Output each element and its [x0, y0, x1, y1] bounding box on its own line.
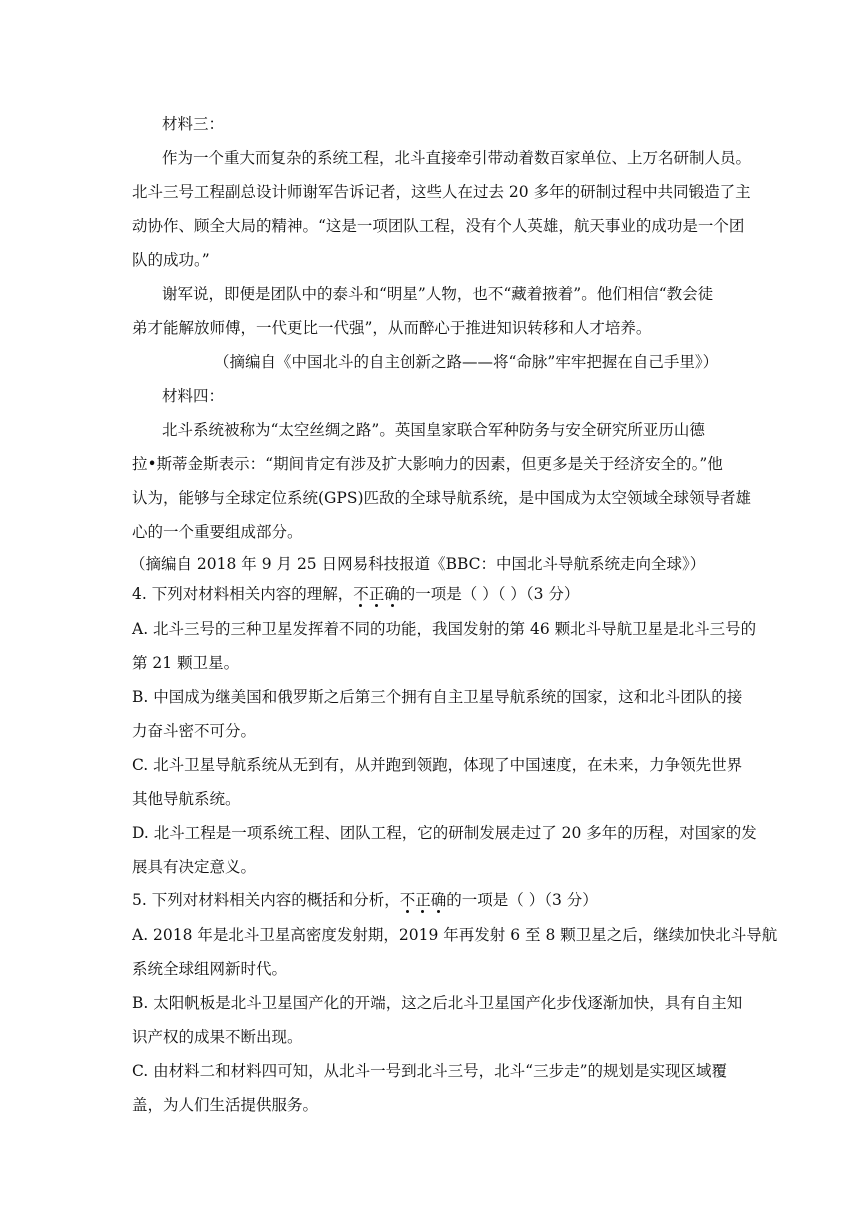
q4-option-b-line2: 力奋斗密不可分。: [132, 722, 257, 740]
q5-option-a-line1: A. 2018 年是北斗卫星高密度发射期，2019 年再发射 6 至 8 颗卫星之后，继续加快北斗导航: [132, 926, 778, 944]
q5-option-c-line1: C. 由材料二和材料四可知，从北斗一号到北斗三号，北斗“三步走”的规划是实现区域覆: [132, 1062, 728, 1080]
material3-source: （摘编自《中国北斗的自主创新之路——将“命脉”牢牢把握在自己手里》）: [214, 353, 719, 371]
material3-p2-line1: 谢军说，即便是团队中的泰斗和“明星”人物，也不“藏着掖着”。他们相信“教会徒: [162, 285, 714, 303]
q5-stem: 5. 下列对材料相关内容的概括和分析，不正确的一项是（ ）（3 分）: [132, 891, 598, 909]
material3-p2-line2: 弟才能解放师傅，一代更比一代强”，从而醉心于推进知识转移和人才培养。: [132, 319, 652, 337]
material4-source: （摘编自 2018 年 9 月 25 日网易科技报道《BBC：中国北斗导航系统走向全球》）: [130, 555, 706, 573]
material3-p1-line4: 队的成功。”: [132, 251, 210, 269]
q4-option-d-line2: 展具有决定意义。: [132, 858, 257, 876]
material4-heading: 材料四：: [162, 387, 225, 405]
q4-option-d-line1: D. 北斗工程是一项系统工程、团队工程，它的研制发展走过了 20 多年的历程，对国家的发: [132, 824, 757, 842]
material4-p1-line2: 拉•斯蒂金斯表示：“期间肯定有涉及扩大影响力的因素，但更多是关于经济安全的。”他: [132, 455, 723, 473]
material3-p1-line3: 动协作、顾全大局的精神。“这是一项团队工程，没有个人英雄，航天事业的成功是一个团: [132, 217, 745, 235]
q5-option-c-line2: 盖，为人们生活提供服务。: [132, 1096, 319, 1114]
q5-option-b-line1: B. 太阳帆板是北斗卫星国产化的开端，这之后北斗卫星国产化步伐逐渐加快，具有自主知: [132, 994, 743, 1012]
q4-option-c-line1: C. 北斗卫星导航系统从无到有，从并跑到领跑，体现了中国速度，在未来，力争领先世界: [132, 756, 743, 774]
emphasis-char: 正: [415, 891, 431, 909]
q5-option-a-line2: 系统全球组网新时代。: [132, 960, 288, 978]
q4-option-c-line2: 其他导航系统。: [132, 790, 241, 808]
material3-heading: 材料三：: [162, 115, 225, 133]
emphasis-char: 确: [384, 585, 400, 603]
material3-p1-line1: 作为一个重大而复杂的系统工程，北斗直接牵引带动着数百家单位、上万名研制人员。: [162, 149, 752, 167]
emphasis-char: 不: [399, 891, 416, 909]
q4-option-a-line1: A. 北斗三号的三种卫星发挥着不同的功能，我国发射的第 46 颗北斗导航卫星是北斗三号的: [132, 620, 757, 638]
material3-p1-line2: 北斗三号工程副总设计师谢军告诉记者，这些人在过去 20 多年的研制过程中共同锻造了主: [132, 183, 751, 201]
emphasis-char: 正: [368, 585, 385, 603]
emphasis-char: 确: [430, 891, 447, 909]
emphasis-char: 不: [353, 585, 369, 603]
material4-p1-line1: 北斗系统被称为“太空丝绸之路”。英国皇家联合军种防务与安全研究所亚历山德: [162, 421, 705, 439]
q4-stem: 4. 下列对材料相关内容的理解，不正确的一项是（ ）（ ）（3 分）: [132, 585, 580, 603]
q4-option-a-line2: 第 21 颗卫星。: [132, 654, 240, 672]
q4-option-b-line1: B. 中国成为继美国和俄罗斯之后第三个拥有自主卫星导航系统的国家，这和北斗团队的接: [132, 688, 743, 706]
q5-option-b-line2: 识产权的成果不断出现。: [132, 1028, 303, 1046]
material4-p1-line4: 心的一个重要组成部分。: [132, 523, 303, 541]
material4-p1-line3: 认为，能够与全球定位系统(GPS)匹敌的全球导航系统，是中国成为太空领域全球领导者雄: [132, 489, 752, 507]
